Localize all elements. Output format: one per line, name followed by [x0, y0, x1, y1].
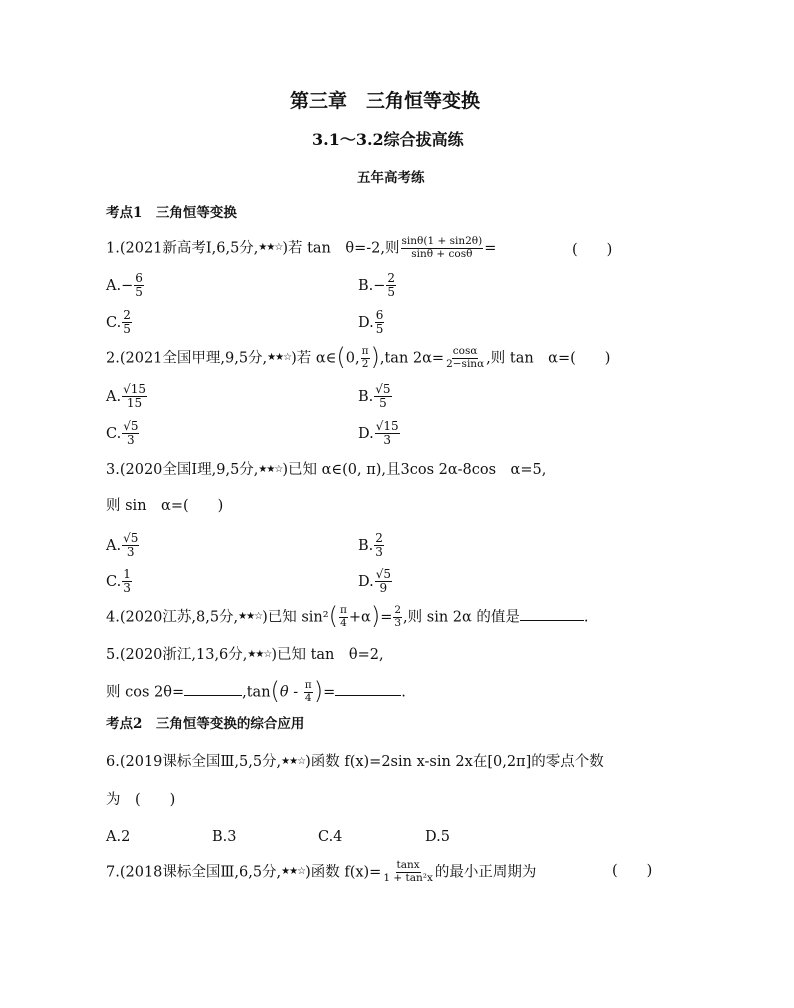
- fraction-numerator: √5: [375, 382, 391, 396]
- option-label: C.: [106, 314, 122, 331]
- question-2-prefix: 2.(2021全国甲理,9,5分,: [106, 350, 268, 367]
- option-fraction: [122, 532, 139, 560]
- question-1-option-d: [358, 309, 385, 337]
- fraction-numerator: π: [361, 345, 369, 357]
- fraction-denominator: 4: [304, 691, 312, 704]
- right-paren-icon: ): [313, 677, 324, 706]
- fraction-denominator: 3: [126, 545, 135, 560]
- equals-sign: =: [323, 684, 336, 701]
- question-1-fraction: [401, 236, 484, 261]
- option-label: C.: [106, 425, 122, 442]
- kaodian-1-heading: 考点1 三角恒等变换: [106, 205, 237, 221]
- equals-sign: =: [380, 609, 393, 626]
- question-3-option-b: [358, 532, 385, 560]
- angle-fraction: [339, 605, 348, 630]
- fraction-numerator: √5: [375, 567, 392, 581]
- page-title: 第三章 三角恒等变换: [290, 90, 481, 112]
- fraction-numerator: sinθ(1 + sin2θ): [401, 235, 483, 247]
- angle-fraction: [304, 680, 313, 705]
- question-5-prefix: 5.(2020浙江,13,6分,: [106, 647, 248, 663]
- fraction-denominator: 2−sinα: [446, 357, 485, 370]
- fraction-denominator: 3: [375, 545, 383, 560]
- option-fraction: [386, 272, 396, 300]
- fraction-denominator: 3: [383, 433, 391, 448]
- fraction-numerator: √5: [123, 419, 139, 433]
- question-7-stem: )函数 f(x)=: [305, 864, 382, 881]
- difficulty-star-icon: ★★☆: [281, 756, 306, 767]
- option-fraction: [374, 383, 391, 411]
- fraction-numerator: 2: [123, 308, 131, 322]
- option-label: A.: [106, 537, 122, 554]
- fraction-denominator: 2: [361, 357, 369, 370]
- question-2-option-b: [358, 383, 393, 411]
- fraction-numerator: √15: [375, 419, 399, 433]
- option-label: B.: [358, 537, 374, 554]
- question-7-tail: 的最小正周期为: [434, 864, 537, 881]
- option-fraction: [122, 568, 132, 596]
- question-6-option-d: D.5: [425, 829, 450, 845]
- period: .: [583, 609, 589, 626]
- question-5-line-2: [106, 677, 406, 706]
- question-6-prefix: 6.(2019课标全国Ⅲ,5,5分,: [106, 754, 282, 770]
- fraction-denominator: 5: [375, 322, 384, 337]
- question-6-option-a: A.2: [106, 829, 131, 845]
- question-2-option-a: [106, 383, 148, 411]
- left-paren-icon: (: [270, 677, 280, 706]
- question-3-line-2: 则 sin α=( ): [106, 498, 224, 514]
- question-3: [106, 463, 546, 478]
- fraction-denominator: 9: [379, 581, 388, 596]
- option-fraction: [122, 383, 147, 411]
- fraction-numerator: 6: [135, 271, 143, 285]
- fraction-numerator: tanx: [396, 859, 420, 871]
- answer-blank-2[interactable]: [335, 694, 401, 696]
- option-fraction: [134, 272, 144, 300]
- question-1-equals: =: [484, 240, 497, 257]
- option-label: D.: [358, 314, 374, 331]
- period: .: [401, 684, 406, 701]
- question-1-option-a: [106, 272, 145, 300]
- value-fraction: [393, 605, 402, 630]
- angle-expression: θ -: [279, 684, 303, 701]
- question-1-answer-bracket: ( ): [572, 242, 613, 258]
- radicand: 5: [383, 567, 392, 581]
- difficulty-star-icon: ★★☆: [238, 611, 263, 623]
- question-2-fraction: [445, 346, 485, 371]
- question-6-option-b: B.3: [212, 829, 237, 845]
- question-7-prefix: 7.(2018课标全国Ⅲ,6,5分,: [106, 864, 282, 881]
- answer-blank-1[interactable]: [184, 694, 242, 696]
- question-4-tail: ,则 sin 2α 的值是: [403, 609, 520, 626]
- option-fraction: [375, 420, 400, 448]
- option-label: B.: [358, 388, 374, 405]
- radicand: 5: [130, 531, 139, 545]
- right-paren-icon: ): [370, 602, 381, 631]
- question-3-option-d: [358, 568, 393, 596]
- fraction-numerator: 2: [387, 271, 396, 285]
- option-fraction: [374, 532, 384, 560]
- fraction-numerator: cosα: [452, 345, 478, 357]
- left-paren-icon: (: [336, 343, 346, 372]
- question-6-stem: )函数 f(x)=2sin x-sin 2x在[0,2π]的零点个数: [305, 754, 604, 770]
- question-5-part-a: 则 cos 2θ=: [106, 684, 185, 701]
- question-2-tail: ,则 tan α=( ): [486, 350, 611, 367]
- fraction-denominator: 3: [123, 581, 131, 596]
- fraction-denominator: 3: [127, 433, 135, 448]
- kaodian-2-heading: 考点2 三角恒等变换的综合应用: [106, 716, 305, 732]
- question-3-prefix: 3.(2020全国Ⅰ理,9,5分,: [106, 462, 259, 478]
- right-paren-icon: ): [370, 343, 380, 372]
- fraction-numerator: 6: [375, 308, 384, 322]
- question-1-option-b: [358, 272, 397, 300]
- difficulty-star-icon: ★★☆: [258, 242, 283, 254]
- fraction-denominator: 5: [387, 285, 396, 300]
- option-fraction: [375, 309, 385, 337]
- radicand: 15: [383, 419, 399, 433]
- question-4-stem: )已知 sin²: [262, 609, 329, 626]
- radicand: 15: [130, 382, 147, 396]
- question-7-answer-bracket: ( ): [612, 863, 653, 879]
- question-7-fraction: [382, 860, 434, 885]
- question-1: [106, 236, 496, 261]
- question-2-stem: )若 α∈: [291, 350, 337, 367]
- question-2-option-d: [358, 420, 401, 448]
- option-label: C.: [106, 573, 122, 590]
- question-3-stem: )已知 α∈(0, π),且3cos 2α-8cos α=5,: [282, 462, 547, 478]
- question-1-prefix: 1.(2021新高考Ⅰ,6,5分,: [106, 240, 259, 257]
- fraction-denominator: 1 + tan²x: [383, 871, 433, 884]
- difficulty-star-icon: ★★☆: [267, 352, 292, 364]
- fraction-denominator: 5: [123, 322, 131, 337]
- answer-blank[interactable]: [520, 619, 584, 621]
- interval-fraction: [361, 346, 370, 371]
- fraction-numerator: 2: [394, 604, 402, 616]
- question-5-stem: )已知 tan θ=2,: [271, 647, 384, 663]
- fraction-denominator: sinθ + cosθ: [411, 247, 473, 260]
- fraction-denominator: 5: [135, 285, 143, 300]
- option-label: A.: [106, 388, 122, 405]
- question-6-line-2: 为 ( ): [106, 792, 176, 808]
- question-5: [106, 648, 384, 663]
- option-label: D.: [358, 573, 374, 590]
- option-label: A.−: [106, 277, 134, 294]
- question-7: [106, 860, 536, 885]
- question-3-option-a: [106, 532, 140, 560]
- option-label: D.: [358, 425, 374, 442]
- fraction-denominator: 4: [340, 616, 347, 629]
- angle-tail: +α: [348, 609, 371, 626]
- interval-start: 0,: [345, 350, 360, 367]
- question-2: [106, 343, 611, 372]
- option-fraction: [122, 420, 139, 448]
- question-4: [106, 602, 589, 631]
- fraction-numerator: π: [304, 679, 312, 691]
- radicand: 5: [382, 382, 391, 396]
- question-3-option-c: [106, 568, 133, 596]
- option-label: B.−: [358, 277, 386, 294]
- question-6: [106, 755, 604, 770]
- question-5-part-b: ,tan: [242, 684, 271, 701]
- difficulty-star-icon: ★★☆: [247, 649, 272, 660]
- fraction-denominator: 15: [126, 396, 143, 411]
- question-1-option-c: [106, 309, 133, 337]
- option-fraction: [375, 568, 392, 596]
- fraction-numerator: 1: [123, 567, 131, 581]
- difficulty-star-icon: ★★☆: [281, 866, 306, 878]
- fraction-numerator: 2: [375, 531, 383, 545]
- fraction-denominator: 5: [379, 396, 387, 411]
- question-2-option-c: [106, 420, 140, 448]
- page-subtitle: 3.1～3.2综合拔高练: [312, 130, 464, 149]
- question-1-stem: )若 tan θ=-2,则: [282, 240, 400, 257]
- question-4-prefix: 4.(2020江苏,8,5分,: [106, 609, 239, 626]
- left-paren-icon: (: [328, 602, 338, 631]
- option-fraction: [122, 309, 132, 337]
- section-heading: 五年高考练: [357, 170, 425, 186]
- question-2-mid: ,tan 2α=: [379, 350, 445, 367]
- difficulty-star-icon: ★★☆: [258, 464, 283, 475]
- fraction-denominator: 3: [394, 616, 402, 629]
- fraction-numerator: √5: [123, 531, 139, 545]
- fraction-numerator: π: [339, 604, 347, 616]
- fraction-numerator: √15: [123, 382, 147, 396]
- question-6-option-c: C.4: [318, 829, 343, 845]
- radicand: 5: [130, 419, 139, 433]
